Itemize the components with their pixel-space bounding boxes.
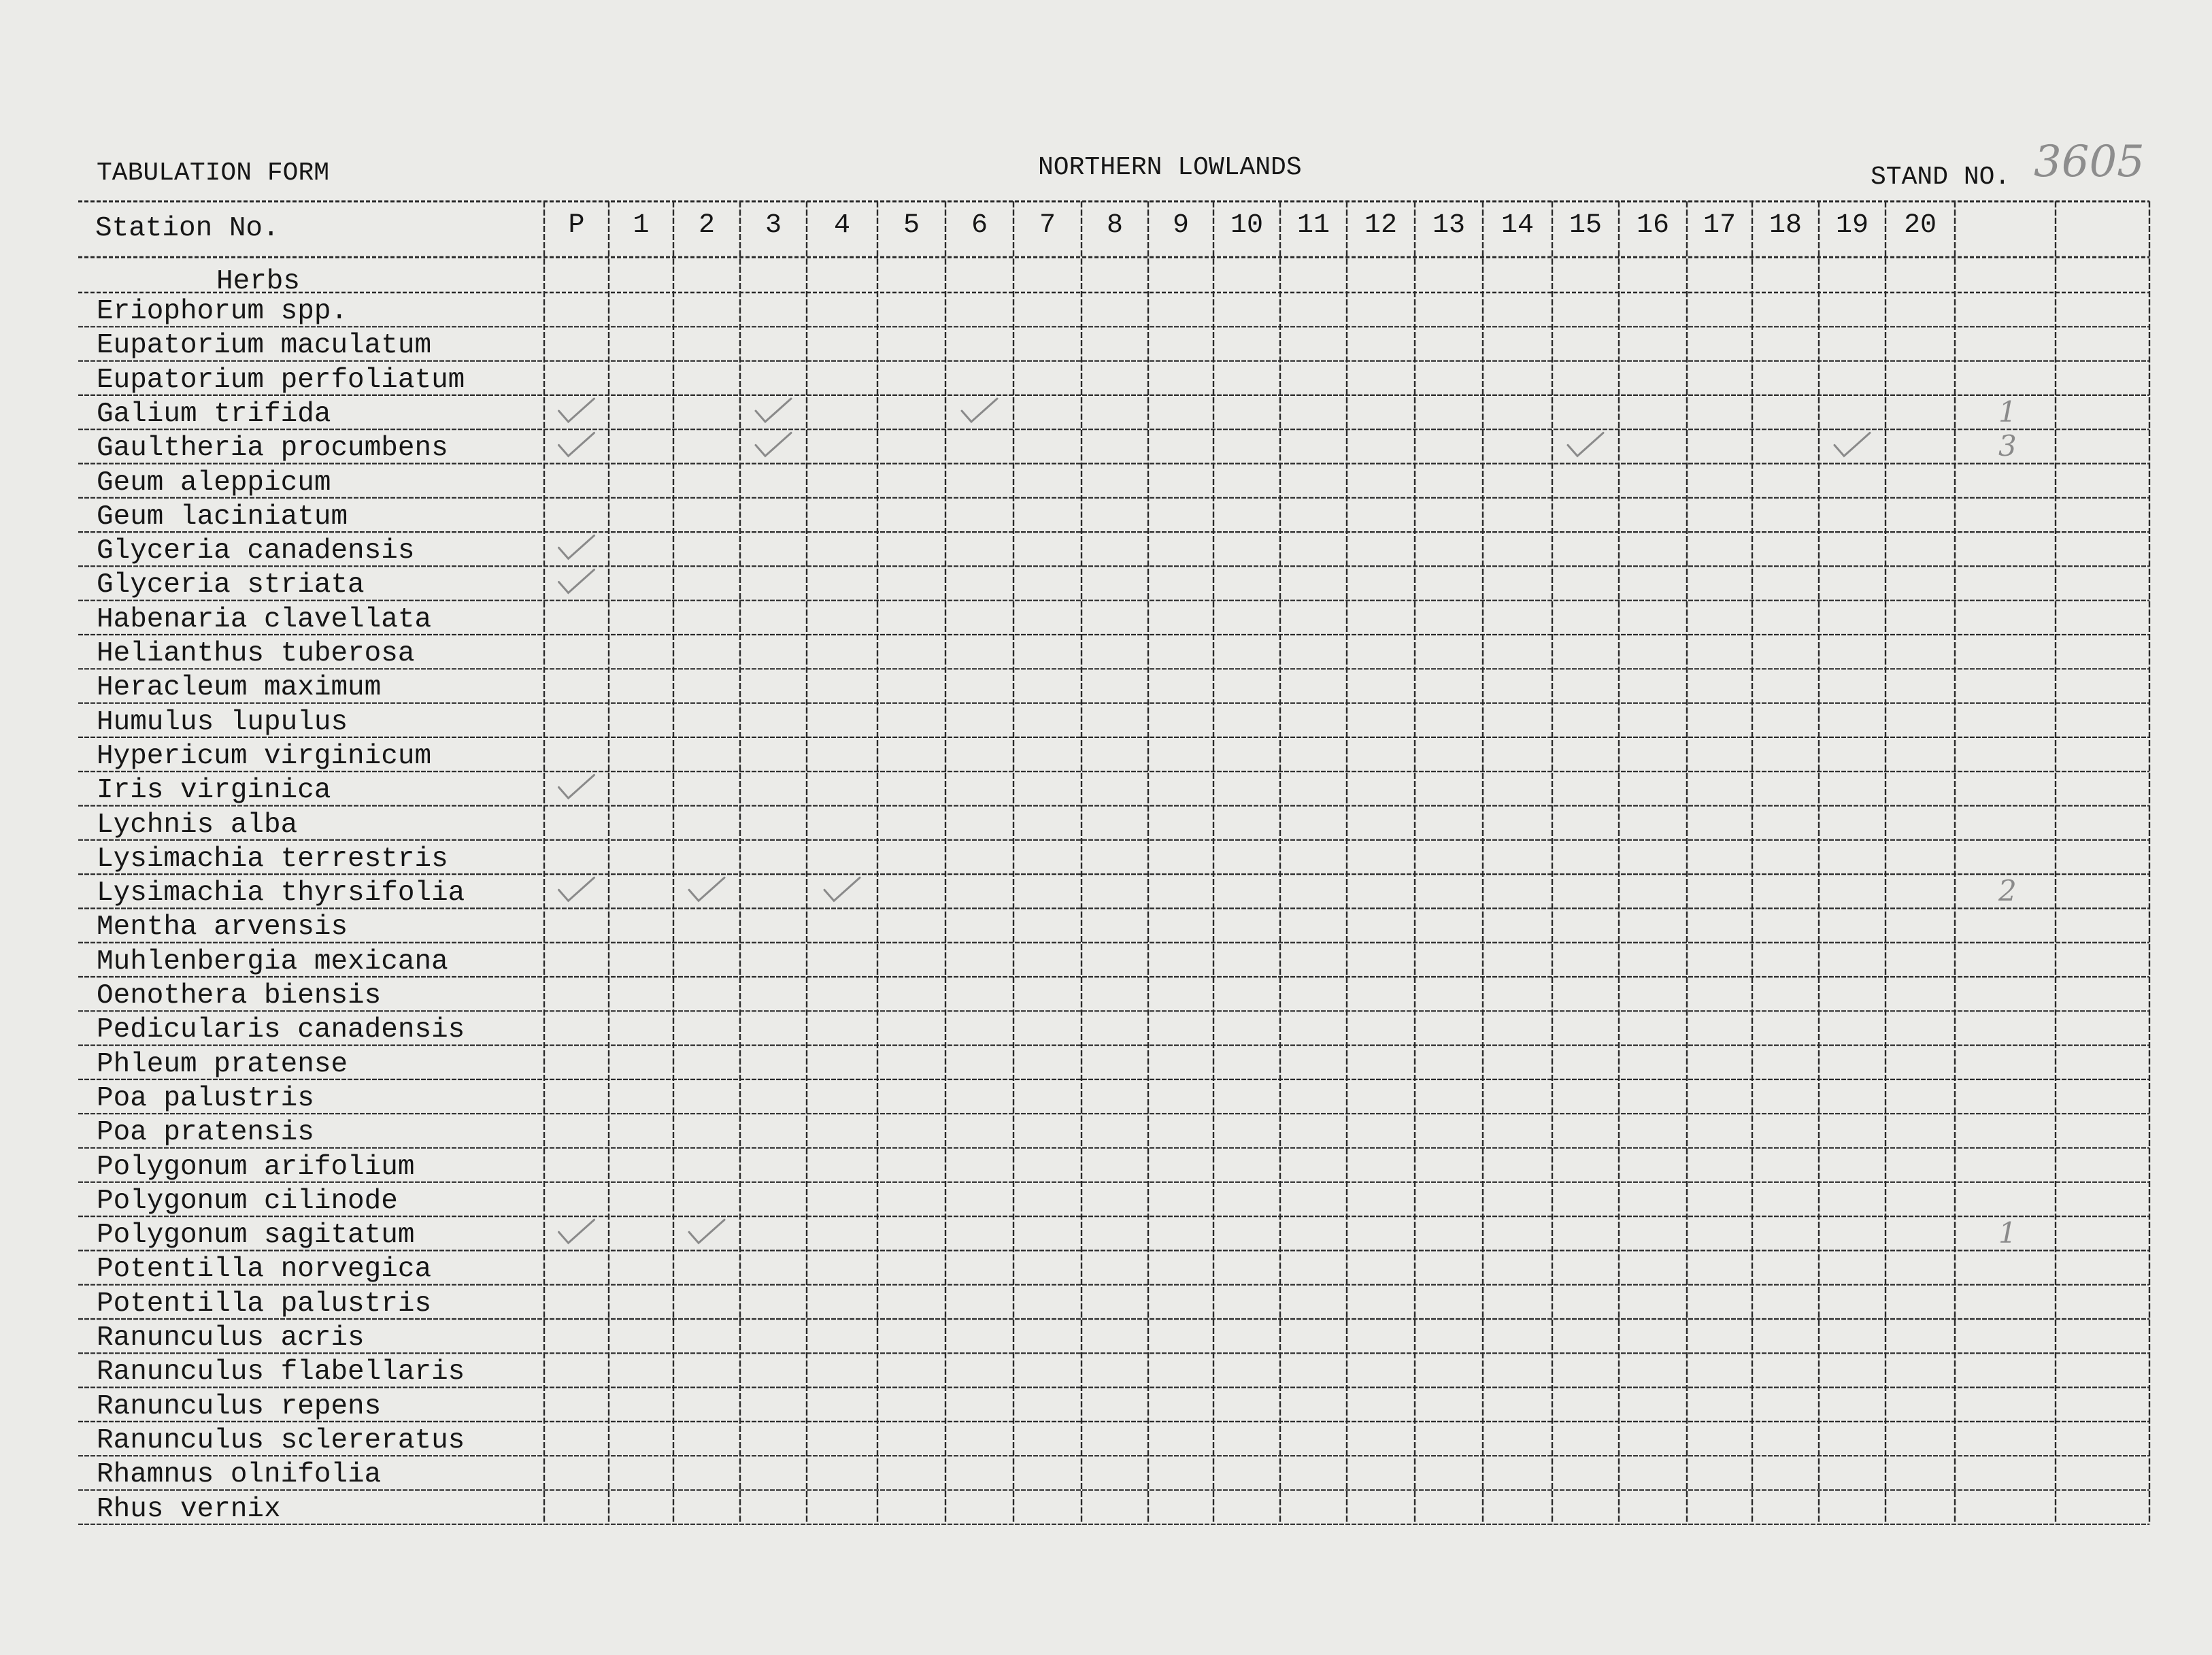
species-name: Ranunculus sclereratus [97,1424,465,1456]
species-name: Poa palustris [97,1082,314,1114]
check-mark [1834,433,1870,456]
column-number: 15 [1569,210,1603,241]
species-name: Iris virginica [97,775,331,807]
column-number: 8 [1107,210,1124,241]
check-mark [559,433,594,456]
check-mark [559,775,594,798]
column-number: 9 [1173,210,1190,241]
column-number: 19 [1836,210,1869,241]
species-name: Heracleum maximum [97,672,382,704]
column-number: 14 [1501,210,1535,241]
species-name: Mentha arvensis [97,912,348,943]
form-title: TABULATION FORM [97,158,330,188]
check-mark [756,433,791,456]
species-name: Galium trifida [97,398,331,430]
species-name: Potentilla norvegica [97,1254,432,1286]
species-name: Lysimachia terrestris [97,843,448,875]
species-name: Polygonum cilinode [97,1185,398,1217]
species-name: Habenaria clavellata [97,603,432,635]
check-mark [559,877,594,901]
species-name: Lychnis alba [97,809,298,841]
column-number: 11 [1297,210,1330,241]
check-mark [1568,433,1603,456]
check-mark [559,399,594,422]
column-number: 10 [1230,210,1264,241]
check-mark [756,399,791,422]
species-name: Polygonum arifolium [97,1151,415,1183]
species-name: Poa pratensis [97,1117,314,1149]
species-name: Gaultheria procumbens [97,433,448,465]
species-name: Geum laciniatum [97,501,348,533]
species-name: Polygonum sagitatum [97,1220,415,1252]
stand-label: STAND NO. [1871,163,2011,192]
row-total: 1 [1998,395,2017,429]
column-number: 6 [971,210,988,241]
species-name: Pedicularis canadensis [97,1014,465,1046]
column-number: 13 [1432,210,1466,241]
species-name: Lysimachia thyrsifolia [97,877,465,909]
column-number: 17 [1703,210,1737,241]
column-number: 12 [1364,210,1398,241]
column-number: 5 [903,210,920,241]
check-mark [559,1220,594,1243]
check-mark [689,877,724,901]
column-number: 20 [1904,210,1937,241]
species-name: Hypericum virginicum [97,740,432,772]
species-name: Eriophorum spp. [97,296,348,327]
column-number: 7 [1039,210,1056,241]
species-name: Ranunculus acris [97,1322,365,1354]
species-name: Eupatorium maculatum [97,330,432,362]
species-name: Ranunculus flabellaris [97,1356,465,1388]
species-name: Phleum pratense [97,1048,348,1080]
species-name: Eupatorium perfoliatum [97,364,465,396]
column-number: 18 [1769,210,1803,241]
column-number: P [568,210,585,241]
row-total: 1 [1998,1216,2017,1250]
species-name: Helianthus tuberosa [97,638,415,669]
species-name: Oenothera biensis [97,980,382,1012]
species-name: Muhlenbergia mexicana [97,946,448,977]
column-number: 16 [1637,210,1670,241]
row-total: 3 [1998,429,2017,463]
species-name: Glyceria canadensis [97,535,415,567]
species-name: Potentilla palustris [97,1288,432,1320]
station-number-header: Station No. [95,213,280,244]
species-name: Glyceria striata [97,569,365,601]
column-number: 2 [699,210,716,241]
species-name: Ranunculus repens [97,1390,382,1422]
species-name: Rhus vernix [97,1493,281,1525]
column-number: 4 [834,210,851,241]
column-number: 1 [633,210,650,241]
check-mark [824,877,860,901]
column-number: 3 [765,210,782,241]
stand-number: 3605 [2034,137,2145,187]
row-total: 2 [1998,874,2017,908]
check-mark [559,570,594,593]
check-mark [962,399,997,422]
herbs-section-label: Herbs [216,266,301,297]
species-name: Geum aleppicum [97,467,331,499]
check-mark [689,1220,724,1243]
region-title: NORTHERN LOWLANDS [1038,153,1302,182]
species-name: Rhamnus olnifolia [97,1459,382,1491]
species-name: Humulus lupulus [97,706,348,738]
check-mark [559,535,594,558]
